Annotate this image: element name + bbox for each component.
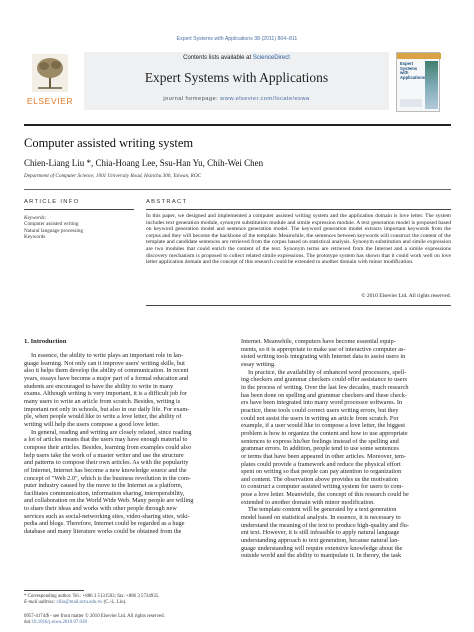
text-line: and patterns to compose their own articles. As with the popularity: [24, 459, 189, 467]
text-line: outside world and the ability to manipulate it. In theory, the task: [241, 552, 402, 560]
text-line: and collaboration on the World Wide Web. Many people are willing: [24, 497, 194, 505]
text-line: a lot of articles means that the users may have enough material to: [24, 436, 188, 444]
journal-cover-thumbnail: [396, 52, 440, 112]
text-line: or terms that have been appeared in other articles. Moreover, tem-: [241, 452, 406, 460]
text-line: concept of "Web 2.0", which is the business revolution in the com-: [24, 474, 191, 482]
sciencedirect-link[interactable]: ScienceDirect: [252, 55, 290, 61]
homepage-url[interactable]: www.elsevier.com/locate/eswa: [220, 96, 310, 102]
text-line: plates could provide a framework and reduce the physical effort: [241, 460, 401, 468]
email-label: E-mail address:: [24, 600, 56, 605]
text-line: exams. Although writing is very important, it is a difficult job for: [24, 390, 187, 398]
keyword-item: Keywords: [24, 233, 46, 240]
footnote: [24, 594, 159, 606]
footnote-rule: [24, 590, 84, 591]
abstract-heading: ABSTRACT: [146, 199, 188, 205]
text-line: facilitates communication, information sharing, interoperability,: [24, 489, 185, 497]
keyword-item: Computer assisted writing: [24, 221, 79, 228]
elsevier-tree-icon: [32, 54, 68, 92]
cover-footer: [400, 99, 422, 107]
text-line: help users take the work of a master writer and use the structure: [24, 451, 184, 459]
text-line: ent text. However, it is still infeasible to apply natural language: [241, 529, 400, 537]
section-heading: 1. Introduction: [24, 338, 67, 345]
cover-image: [425, 61, 438, 109]
keyword-item: Natural language processing: [24, 227, 84, 234]
text-line: ple, when people would like to write a love letter, the ability of: [24, 413, 182, 421]
text-line: many users to write an article from scratch. Besides, writing is: [24, 397, 181, 405]
article-affiliation: Department of Computer Science, 1001 University Road, Hsinchu 300, Taiwan, ROC: [24, 173, 202, 179]
homepage-prefix: journal homepage:: [163, 96, 221, 102]
corresponding-author-note: * Corresponding author. Tel.: +886 3 5131503; fax: +886 3 5734935.: [24, 594, 160, 599]
header-divider: [24, 124, 451, 126]
contents-line: [84, 55, 389, 61]
text-line: writing will help the users compose a good love letter.: [24, 420, 160, 428]
article-title: Computer assisted writing system: [24, 136, 194, 150]
text-line: spent on writing so that people can pay attention to organization: [241, 468, 402, 476]
text-line: database and many literature works could be obtained from the: [24, 528, 182, 536]
text-line: to construct a computer assisted writing system for users to com-: [241, 483, 404, 491]
elsevier-logo-text: ELSEVIER: [26, 96, 74, 106]
doi-prefix: doi:: [24, 620, 32, 625]
abstract-rule: [146, 209, 451, 210]
text-line: could not assist the users in writing an article from scratch. For: [241, 414, 399, 422]
text-line: understand the meaning of the text to produce high-quality and flu-: [241, 521, 410, 529]
text-line: The template content will be generated by a text generation: [248, 506, 397, 514]
text-line: extended to another domain with minor modification.: [241, 498, 375, 506]
text-line: In practice, the availability of enhanced word processors, spell-: [248, 368, 407, 376]
text-line: essay writing.: [241, 360, 276, 368]
text-line: of Internet, Internet has become a new knowledge source and the: [24, 466, 187, 474]
text-line: Internet. Meanwhile, computers have become essential equip-: [241, 338, 396, 345]
abstract-copyright: © 2010 Elsevier Ltd. All rights reserved.: [361, 293, 451, 299]
doi-link[interactable]: 10.1016/j.eswa.2010.07.038: [31, 620, 87, 625]
journal-banner: [84, 52, 389, 110]
text-line: pedia and blogs. Therefore, Internet could be regarded as a huge: [24, 520, 185, 528]
text-line: grammar errors. In addition, people tend to use some sentences: [241, 445, 399, 453]
doi-line: [24, 620, 165, 626]
contents-prefix: Contents lists available at: [183, 55, 252, 61]
text-line: guage understanding will require extensive knowledge about the: [241, 544, 403, 552]
doi-block: [24, 614, 165, 626]
keywords-block: [24, 215, 134, 240]
text-line: services such as social-networking sites, video-sharing sites, wiki-: [24, 512, 190, 520]
email-line: [24, 600, 159, 606]
keywords-label: Keywords:: [24, 215, 47, 221]
text-line: ing checkers and grammar checkers could offer assistance to users: [241, 376, 407, 384]
right-column-text: [241, 338, 451, 560]
text-line: problem is how to organize the content and how to use appropriate: [241, 429, 408, 437]
text-line: also it helps them develop the ability of communication. In recent: [24, 367, 189, 375]
text-line: important not only in schools, but also in our daily life. For exam-: [24, 405, 190, 413]
cover-top-bar: [397, 53, 441, 59]
abstract-text: In this paper, we designed and implemented a computer assisted writing system and the application domain is love letter. The system includes text generation module, synonym substitution module and simile expression module. A text generation model is proposed based on keyword generation model and sentence generation model. The keyword generation model extracts important keywords from the corpus and they will become the backbone of the template. Meanwhile, the sentences between keywords will construct the content of the template and candidate sentences are retrieved from the corpus based on statistical analysis. Synonym substitution and simile expression are two modules that could enrich the content of the text. Synonym terms are retrieved from the Internet and a simile expressions discovery mechanism is proposed to collect related simile expressions. The prototype system has shown that it could work well on love letter application domain and the concept of this research could be extended to another domain with minor modification.: [146, 213, 451, 266]
text-line: ments, so it is appropriate to make use of interactive computer as-: [241, 345, 406, 353]
abstract-bottom-rule: [146, 305, 451, 306]
article-info-rule: [24, 209, 134, 210]
cover-title: Expert Systems with Applications: [400, 61, 426, 80]
article-info-heading: ARTICLE INFO: [24, 199, 80, 205]
text-line: In essence, the ability to write plays an important role in lan-: [31, 352, 184, 359]
text-line: ers have been integrated into many word processor softwares. In: [241, 399, 403, 407]
text-line: years, essays have become a major part of a formal education and: [24, 374, 189, 382]
text-line: understanding approach to text generation, because natural lan-: [241, 537, 400, 545]
text-line: example, if a user would like to compose a love letter, the biggest: [241, 422, 405, 430]
text-line: sisted writing tools integrating with Internet data to assist users in: [241, 353, 406, 361]
article-authors: Chien-Liang Liu *, Chia-Hoang Lee, Ssu-Han Yu, Chih-Wei Chen: [24, 158, 264, 168]
text-line: In general, reading and writing are closely related, since reading: [31, 428, 192, 436]
text-line: pose a love letter. Meanwhile, the concept of this research could be: [241, 491, 409, 499]
email-link[interactable]: clliu@mail.nctu.edu.tw: [56, 600, 103, 605]
journal-header: [24, 52, 451, 118]
text-line: compose their articles. Besides, learning from examples could also: [24, 443, 191, 451]
text-line: has been done on spelling and grammar checkers and these check-: [241, 391, 407, 399]
text-line: students are encouraged to have the ability to write in many: [24, 382, 174, 390]
text-line: in the process of writing. Over the last few decades, much research: [241, 383, 409, 391]
journal-citation[interactable]: Expert Systems with Applications 38 (2011) 804–811: [176, 36, 298, 42]
email-suffix: (C.-L. Liu).: [103, 600, 127, 605]
title-divider: [24, 189, 451, 190]
text-line: sentences to express his/her feelings instead of the spelling and: [241, 437, 399, 445]
text-line: to share their ideas and works with other people through new: [24, 505, 177, 513]
journal-title: Expert Systems with Applications: [144, 70, 329, 85]
text-line: model based on statistical analysis. In essence, it is necessary to: [241, 514, 401, 522]
text-line: practice, these tools could correct users writing errors, but they: [241, 406, 399, 414]
left-column-text: [24, 352, 234, 536]
elsevier-logo: [24, 52, 76, 112]
text-line: puter industry caused by the move to the Internet as a platform,: [24, 482, 183, 490]
text-line: guage learning. Not only can it improve users' writing skills, but: [24, 359, 185, 367]
text-line: and content. The observation above provides us the motivation: [241, 475, 398, 483]
issn-line: 0957-4174/$ - see front matter © 2010 Elsevier Ltd. All rights reserved.: [24, 614, 165, 619]
journal-homepage: [84, 96, 389, 102]
